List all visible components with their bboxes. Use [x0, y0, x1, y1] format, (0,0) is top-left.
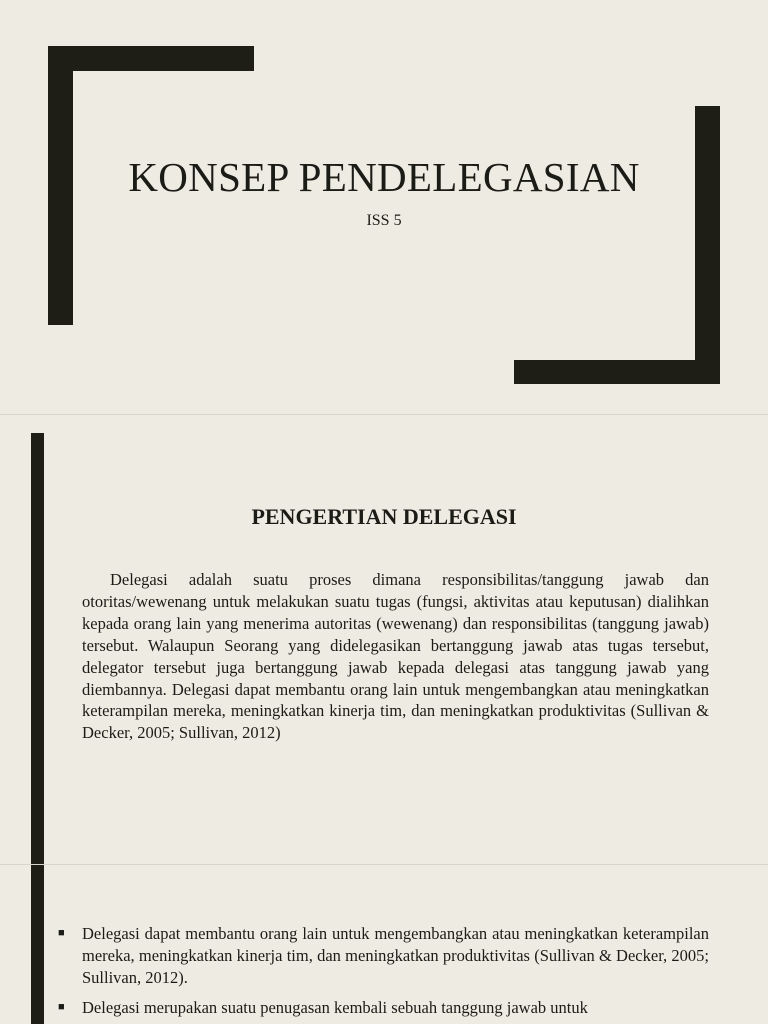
- square-bullet-icon: ■: [58, 1000, 65, 1013]
- left-accent-bar: [31, 865, 44, 1024]
- corner-bracket-bottom-right-horizontal: [514, 360, 720, 384]
- corner-bracket-bottom-right-vertical: [695, 106, 720, 384]
- left-accent-bar: [31, 433, 44, 865]
- title-slide: [0, 0, 768, 415]
- slide-title: KONSEP PENDELEGASIAN: [128, 154, 640, 200]
- bullet-text: Delegasi merupakan suatu penugasan kembali sebuah tanggung jawab untuk: [82, 997, 588, 1017]
- section-heading: PENGERTIAN DELEGASI: [251, 504, 517, 529]
- definition-slide: [0, 415, 768, 865]
- definition-paragraph: Delegasi adalah suatu proses dimana responsibilitas/tanggung jawab dan otoritas/wewenang untuk melakukan suatu tugas (fungsi, aktivitas atau keputusan) dialihkan kepada orang lain yang menerima autoritas (wewenang) dan responsibilitas (tanggung jawab) tersebut. Walaupun Seorang yang didelegasikan bertanggung jawab atas tugas tersebut, delegator tersebut juga bertanggung jawab kepada delegasi atas tanggung jawab yang diembannya. Delegasi dapat membantu orang lain untuk mengembangkan atau meningkatkan keterampilan mereka, meningkatkan kinerja tim, dan meningkatkan produktivitas (Sullivan & Decker, 2005; Sullivan, 2012): [82, 570, 709, 743]
- corner-bracket-top-left-horizontal: [48, 46, 254, 71]
- bullet-text: Delegasi dapat membantu orang lain untuk mengembangkan atau meningkatkan keterampilan mereka, meningkatkan kinerja tim, dan meningkatkan produktivitas (Sullivan & Decker, 2005; Sullivan, 2012).: [82, 924, 709, 987]
- square-bullet-icon: ■: [58, 927, 65, 939]
- bullet-slide: [0, 865, 768, 1024]
- bullet-list: [58, 923, 709, 1024]
- slide-subtitle: ISS 5: [366, 212, 402, 229]
- bullet-item: [58, 923, 709, 989]
- bullet-item: [58, 997, 709, 1019]
